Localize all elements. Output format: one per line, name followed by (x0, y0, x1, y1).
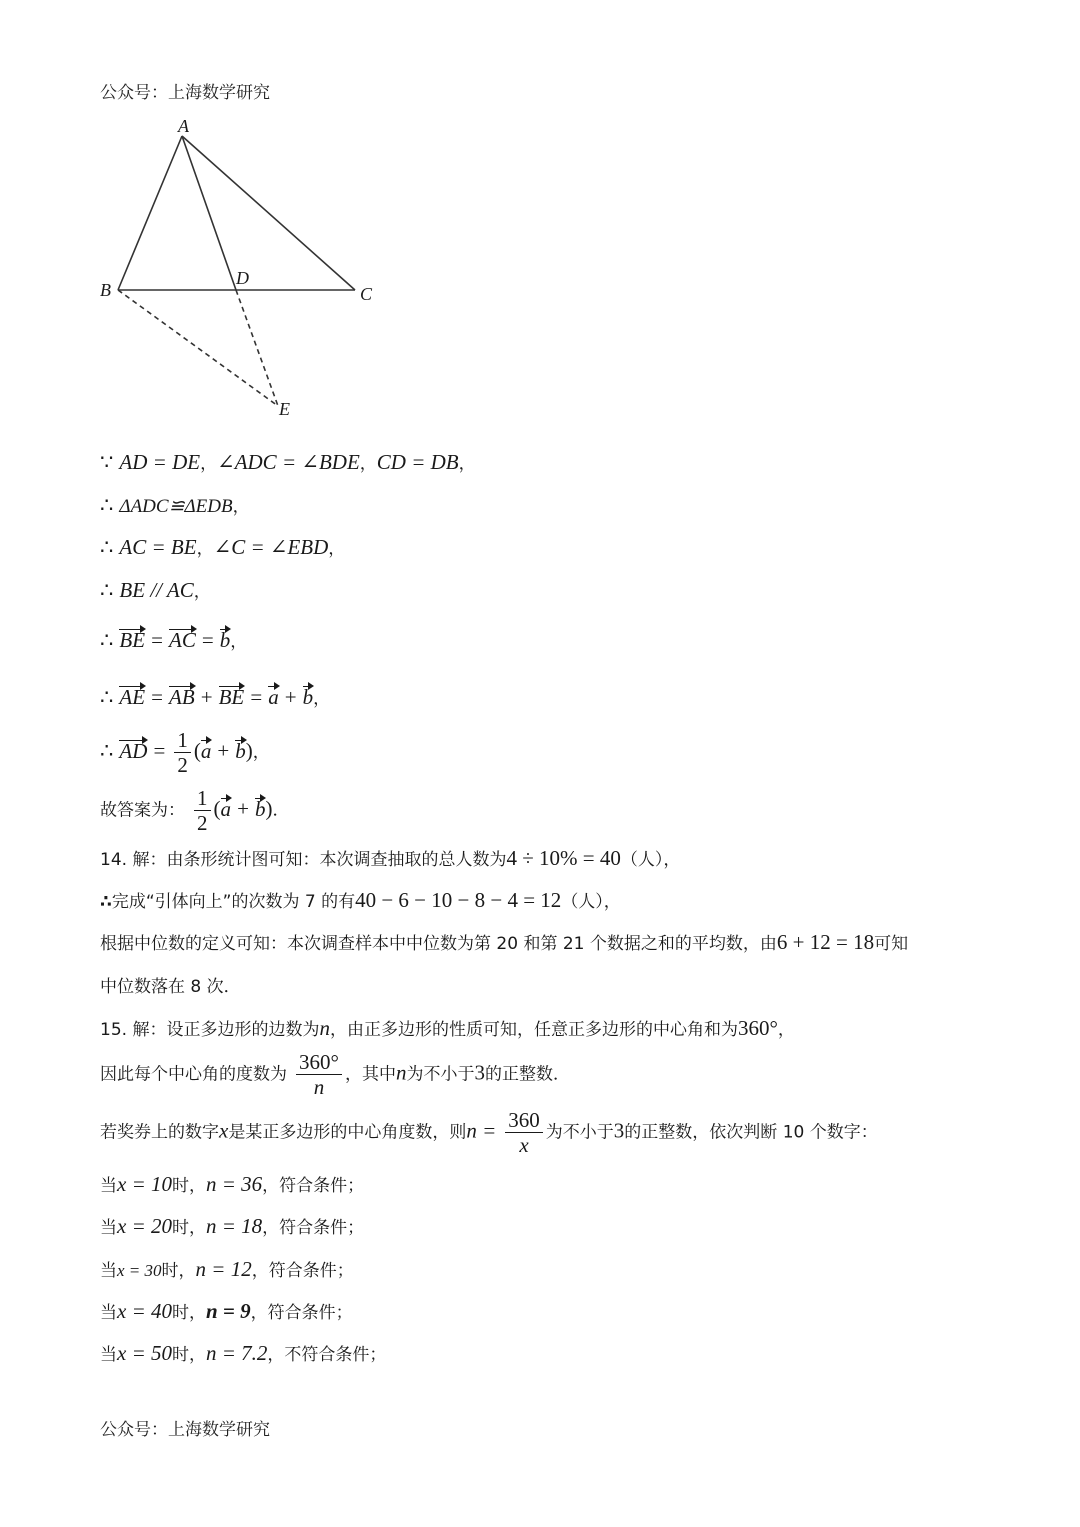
q13-line-1: ∵ AD = DE，∠ADC = ∠BDE，CD = DB， (100, 450, 476, 474)
label-c: C (360, 284, 373, 304)
segment-be (118, 290, 278, 406)
q14-line-1: 14. 解：由条形统计图可知：本次调查抽取的总人数为4 ÷ 10% = 40（人）， (100, 846, 681, 870)
label-b: B (100, 280, 111, 300)
q15-line-3: 若奖券上的数字x是某正多边形的中心角度数，则n = $\frac{360}{x}$ 为不小于3的正整数，依次判断 10 个数字： (100, 1108, 878, 1158)
q15-line-2: 因此每个中心角的度数为 $\frac{360^\circ}{n}$ ，其中n为不小于3的正整数． (100, 1050, 570, 1100)
q13-line-7: ∴ AD = $\frac{1}{2}$ (a + b)， (100, 728, 270, 778)
q13-answer: 故答案为： $\frac{1}{2}$ (a + b)． (100, 786, 290, 836)
segment-ab (118, 136, 182, 290)
segment-ac (182, 136, 355, 290)
fraction-half: $\frac{1}{2}$ (194, 786, 211, 835)
case-row: 当x = 40时，n = 9，符合条件； (100, 1299, 353, 1323)
label-a: A (178, 116, 189, 136)
label-d: D (236, 268, 249, 288)
q13-line-3: ∴ AC = BE，∠C = ∠EBD， (100, 535, 346, 559)
page-header: 公众号：上海数学研究 (100, 83, 270, 103)
case-row: 当x = 50时，n = 7.2，不符合条件； (100, 1341, 387, 1365)
triangle-figure (90, 112, 390, 427)
case-row: 当x = 10时，n = 36，符合条件； (100, 1172, 365, 1196)
fraction-360-over-n: $\frac{360^\circ}{n}$ (296, 1050, 342, 1099)
label-e: E (279, 399, 290, 419)
segment-de (236, 290, 278, 406)
q14-line-2: ∴完成“引体向上”的次数为 7 的有40 − 6 − 10 − 8 − 4 = 12（人）， (100, 888, 621, 912)
case-row: 当x = 20时，n = 18，符合条件； (100, 1214, 365, 1238)
q15-line-1: 15. 解：设正多边形的边数为n，由正多边形的性质可知，任意正多边形的中心角和为360°， (100, 1016, 795, 1040)
q14-line-3: 根据中位数的定义可知：本次调查样本中中位数为第 20 和第 21 个数据之和的平均数，由6 + 12 = 18可知 (100, 930, 909, 954)
q13-line-4: ∴ BE // AC， (100, 578, 211, 602)
q13-line-6: ∴ AE = AB + BE = a + b， (100, 685, 331, 709)
q13-line-5: ∴ BE = AC = b， (100, 628, 248, 652)
q14-line-4: 中位数落在 8 次． (100, 977, 241, 997)
page-footer: 公众号：上海数学研究 (100, 1420, 270, 1440)
fraction-half: $\frac{1}{2}$ (174, 728, 191, 777)
q13-line-2: ∴ ΔADC≌ΔEDB， (100, 493, 250, 517)
case-row: 当x = 30时，n = 12，符合条件； (100, 1257, 354, 1281)
fraction-360-over-x: $\frac{360}{x}$ (505, 1108, 543, 1157)
